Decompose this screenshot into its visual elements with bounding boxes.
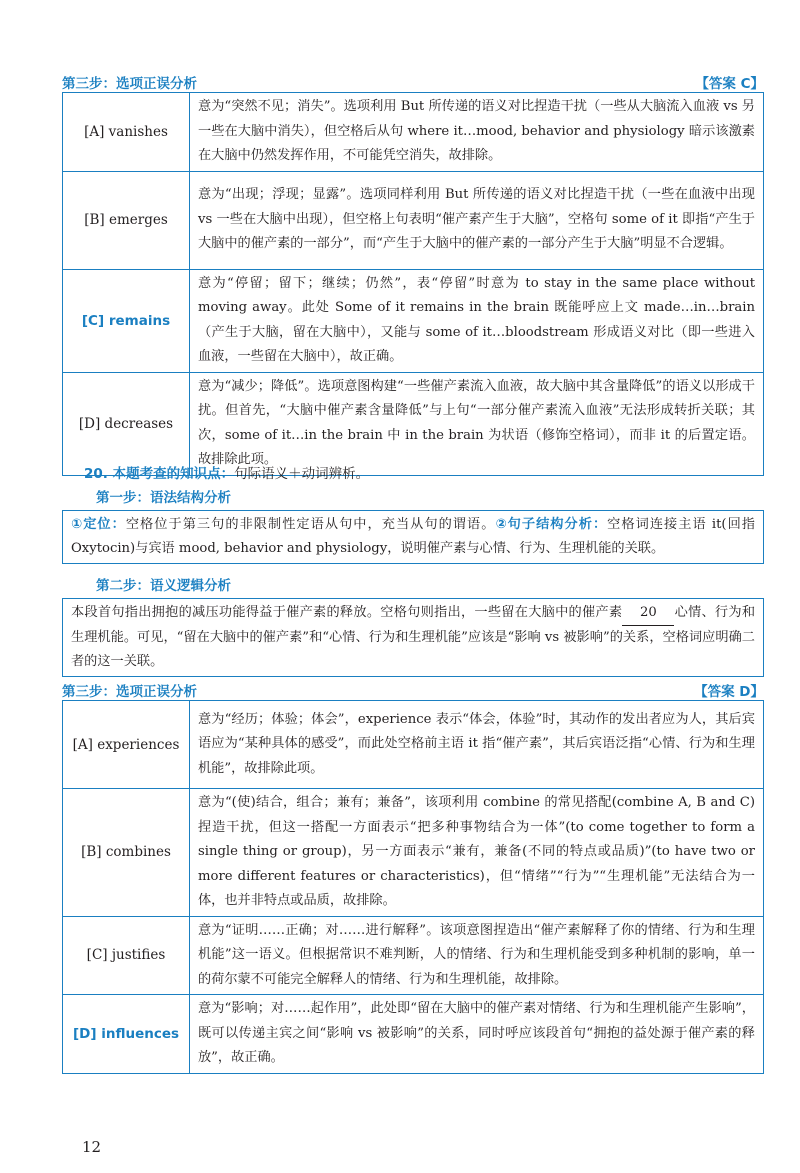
paragraph-text: 空格位于第三句的非限制性定语从句中，充当从句的谓语。 <box>125 517 496 532</box>
paragraph-text: 心情、行为和生理机能。可见，“留在大脑中的催产素”和“心情、行为和生理机能”应该是“影响 vs 被影响”的关系，空格词应明确二者的这一关联。 <box>71 605 756 669</box>
step-title: 第三步：选项正误分析 <box>62 684 197 700</box>
blank-number: 20 <box>622 601 674 626</box>
table-row <box>63 372 764 475</box>
answer-badge: 【答案 D】 <box>694 684 764 700</box>
table-row <box>63 171 764 269</box>
option-label: [B] combines <box>63 789 190 917</box>
step1-box <box>62 510 764 564</box>
step-title: 第三步：选项正误分析 <box>62 76 197 92</box>
q20-step3-header <box>62 680 764 700</box>
option-explanation: 意为“减少；降低”。选项意图构建“一些催产素流入血液，故大脑中其含量降低”的语义以形成干扰。但首先，“大脑中催产素含量降低”与上句“一部分催产素流入血液”无法形成转折关联；其次，some of it…in the brain 中 in the brain 为状语（修饰空格词），而非 it 的后置定语。故排除此项。 <box>190 372 764 475</box>
option-explanation: 意为“突然不见；消失”。选项利用 But 所传递的语义对比捏造干扰（一些从大脑流入血液 vs 另一些在大脑中消失），但空格后从句 where it…mood, behavior and physiology 暗示该激素在大脑中仍然发挥作用，不可能凭空消失，故排除。 <box>190 93 764 172</box>
table-row <box>63 995 764 1074</box>
option-label: [A] experiences <box>63 701 190 789</box>
table-row <box>63 269 764 372</box>
q20-options-table <box>62 700 764 1074</box>
question-heading <box>84 462 369 482</box>
table-row <box>63 701 764 789</box>
option-label: [D] decreases <box>63 372 190 475</box>
q19-options-table <box>62 92 764 476</box>
option-explanation: 意为“(使)结合，组合；兼有；兼备”，该项利用 combine 的常见搭配(combine A, B and C)捏造干扰，但这一搭配一方面表示“把多种事物结合为一体”(to come together to form a single thing or group)，另一方面表示“兼有，兼备(不同的特点或品质)”(to have two or more different features or characteristics)，但“情绪”“行为”“生理机能”无法结合为一体，也并非特点或品质，故排除。 <box>190 789 764 917</box>
option-label: [A] vanishes <box>63 93 190 172</box>
step2-title: 第二步：语义逻辑分析 <box>96 578 231 594</box>
option-explanation: 意为“影响；对……起作用”，此处即“留在大脑中的催产素对情绪、行为和生理机能产生影响”，既可以传递主宾之间“影响 vs 被影响”的关系，同时呼应该段首句“拥抱的益处源于催产素的释放”，故正确。 <box>190 995 764 1074</box>
option-explanation: 意为“经历；体验；体会”，experience 表示“体会，体验”时，其动作的发出者应为人，其后宾语应为“某种具体的感受”，而此处空格前主语 it 指“催产素”，其后宾语泛指“心情、行为和生理机能”，故排除此项。 <box>190 701 764 789</box>
option-explanation: 意为“出现；浮现；显露”。选项同样利用 But 所传递的语义对比捏造干扰（一些在血液中出现 vs 一些在大脑中出现），但空格上句表明“催产素产生于大脑”，空格句 some of it 即指“产生于大脑中的催产素的一部分”，而“产生于大脑中的催产素的一部分产生于大脑”明显不合逻辑。 <box>190 171 764 269</box>
option-explanation: 意为“停留；留下；继续；仍然”，表“停留”时意为 to stay in the same place without moving away。此处 Some of it remains in the brain 既能呼应上文 made…in…brain（产生于大脑，留在大脑中），又能与 some of it…bloodstream 形成语义对比（即一些进入血液，一些留在大脑中），故正确。 <box>190 269 764 372</box>
option-label-correct: [D] influences <box>63 995 190 1074</box>
page-number: 12 <box>82 1138 102 1156</box>
term-label: ①定位： <box>71 517 126 532</box>
answer-badge: 【答案 C】 <box>695 76 764 92</box>
question-topic: 句际语义＋动词辨析。 <box>234 466 370 482</box>
paragraph-text: 本段首句指出拥抱的减压功能得益于催产素的释放。空格句则指出，一些留在大脑中的催产素 <box>71 605 623 620</box>
option-explanation: 意为“证明……正确；对……进行解释”。该项意图捏造出“催产素解释了你的情绪、行为和生理机能”这一语义。但根据常识不难判断，人的情绪、行为和生理机能受到多种机制的影响，单一的荷尔蒙不可能完全解释人的情绪、行为和生理机能，故排除。 <box>190 916 764 995</box>
term-label: ②句子结构分析： <box>495 517 608 532</box>
table-row <box>63 789 764 917</box>
paragraph-text: 空格词连接主语 it(回指 Oxytocin)与宾语 mood, behavior and physiology，说明催产素与心情、行为、生理机能的关联。 <box>71 517 755 556</box>
question-number: 20. 本题考查的知识点： <box>84 466 235 482</box>
q19-step3-header <box>62 72 764 92</box>
option-label: [C] justifies <box>63 916 190 995</box>
option-label-correct: [C] remains <box>63 269 190 372</box>
table-row <box>63 93 764 172</box>
option-label: [B] emerges <box>63 171 190 269</box>
step1-title: 第一步：语法结构分析 <box>96 490 231 506</box>
step2-box <box>62 598 764 677</box>
table-row <box>63 916 764 995</box>
